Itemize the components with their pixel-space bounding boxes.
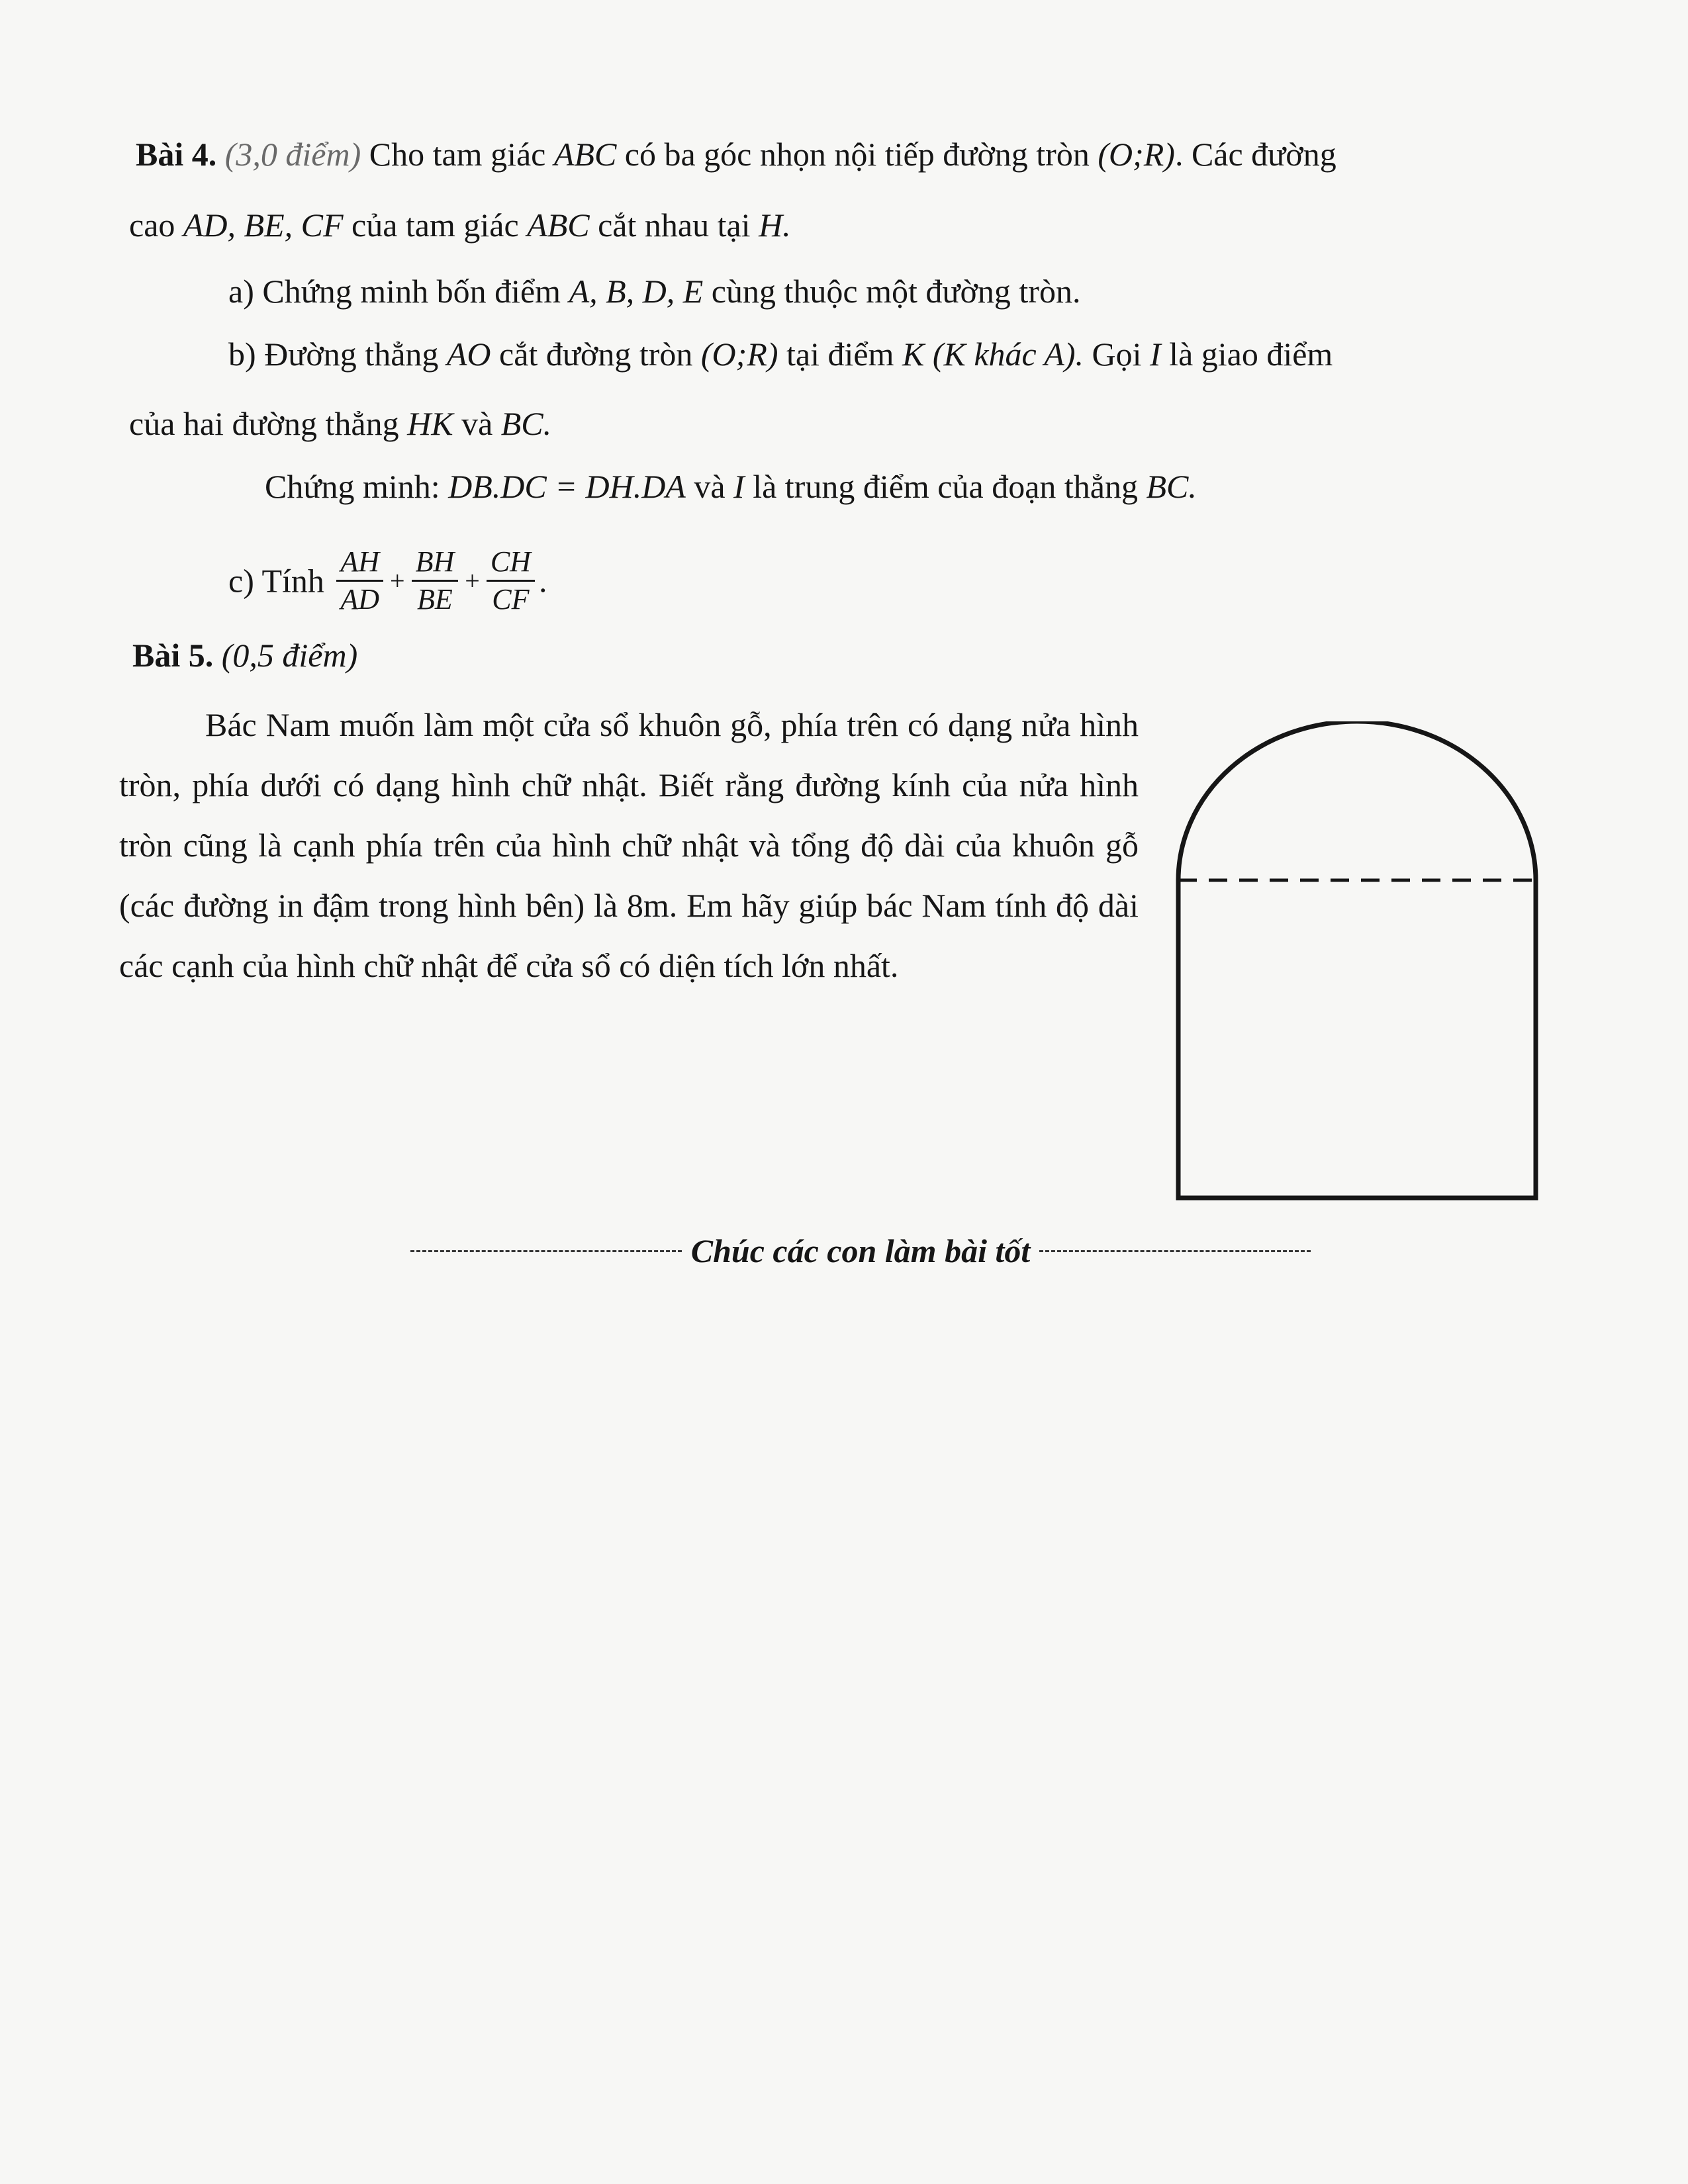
text: và <box>461 405 493 442</box>
math: BC. <box>1146 468 1197 505</box>
fraction-bh-be <box>412 544 459 617</box>
math: AO <box>446 336 491 373</box>
text: cắt đường tròn <box>499 336 693 373</box>
math: DB.DC = DH.DA <box>448 468 686 505</box>
closing-text: Chúc các con làm bài tốt <box>690 1232 1031 1269</box>
text: . Các đường <box>1174 136 1336 173</box>
bai4-part-b-cont <box>129 400 551 447</box>
bai4-part-b <box>228 331 1333 377</box>
bai4-line-2 <box>129 202 791 248</box>
math: (O;R) <box>1098 136 1175 173</box>
closing-line <box>410 1228 1311 1274</box>
math: AD, BE, CF <box>183 206 344 244</box>
plus-sign: + <box>465 565 480 596</box>
bai4-part-a <box>228 268 1080 314</box>
fraction-ch-cf <box>487 544 535 617</box>
bai5-body <box>119 695 1139 996</box>
window-frame-figure <box>1165 721 1549 1211</box>
fraction-ah-ad <box>336 544 383 617</box>
denominator: AD <box>340 583 380 616</box>
text: là trung điểm của đoạn thẳng <box>753 468 1138 505</box>
text: Chứng minh: <box>265 468 440 505</box>
text: b) Đường thẳng <box>228 336 439 373</box>
bai4-part-c <box>228 537 547 621</box>
math: I <box>733 468 745 505</box>
numerator: AH <box>336 544 383 582</box>
math: K <box>902 336 925 373</box>
bai5-label: Bài 5. <box>132 637 214 674</box>
numerator: CH <box>487 544 535 582</box>
text: Gọi <box>1092 336 1142 373</box>
bai4-prove <box>265 463 1197 510</box>
text: của hai đường thẳng <box>129 405 399 442</box>
left-divider <box>410 1250 682 1252</box>
math: (K khác A). <box>932 336 1084 373</box>
bai4-label: Bài 4. <box>136 136 217 173</box>
text: cao <box>129 206 175 244</box>
math: (O;R) <box>700 336 778 373</box>
denominator: BE <box>417 583 453 616</box>
math: A, B, D, E <box>569 273 704 310</box>
text: Cho tam giác <box>369 136 546 173</box>
text: cùng thuộc một đường tròn. <box>711 273 1081 310</box>
math: ABC <box>553 136 617 173</box>
text: và <box>694 468 726 505</box>
math: HK <box>407 405 453 442</box>
text: là giao điểm <box>1169 336 1333 373</box>
math: I <box>1150 336 1161 373</box>
bai4-points: (3,0 điểm) <box>224 136 361 173</box>
bai4-line-1 <box>136 131 1336 177</box>
text: c) Tính <box>228 562 324 600</box>
numerator: BH <box>412 544 459 582</box>
rectangle-frame <box>1178 880 1536 1198</box>
bai5-points: (0,5 điểm) <box>221 637 358 674</box>
semicircle-arc <box>1178 721 1536 880</box>
denominator: CF <box>492 583 530 616</box>
period: . <box>538 562 547 600</box>
right-divider <box>1039 1250 1311 1252</box>
math: BC. <box>500 405 552 442</box>
bai5-paragraph: Bác Nam muốn làm một cửa sổ khuôn gỗ, phía trên có dạng nửa hình tròn, phía dưới có dạng hình chữ nhật. Biết rằng đường kính của nửa hình tròn cũng là cạnh phía trên của hình chữ nhật và tổng độ dài của khuôn gỗ (các đường in đậm trong hình bên) là 8m. Em hãy giúp bác Nam tính độ dài các cạnh của hình chữ nhật để cửa sổ có diện tích lớn nhất. <box>119 706 1139 984</box>
plus-sign: + <box>390 565 405 596</box>
text: a) Chứng minh bốn điểm <box>228 273 561 310</box>
text: tại điểm <box>786 336 894 373</box>
text: có ba góc nhọn nội tiếp đường tròn <box>624 136 1090 173</box>
bai5-heading <box>132 632 357 678</box>
math: H. <box>759 206 791 244</box>
math: ABC <box>527 206 590 244</box>
text: cắt nhau tại <box>598 206 751 244</box>
text: của tam giác <box>352 206 519 244</box>
